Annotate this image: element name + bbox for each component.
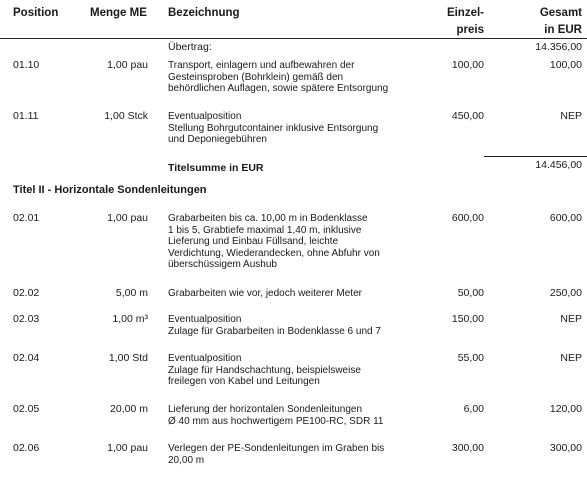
row-position: 01.10 [13, 59, 40, 71]
row-total: NEP [560, 110, 582, 122]
row-quantity: 1,00 pau [107, 212, 148, 224]
row-quantity: 1,00 Stck [104, 110, 148, 122]
row-quantity: 1,00 Std [108, 352, 148, 364]
row-total: NEP [560, 352, 582, 364]
row-quantity: 20,00 m [110, 403, 148, 415]
uebertrag-amount: 14.356,00 [535, 41, 582, 53]
row-position: 02.02 [13, 287, 40, 299]
row-unit-price: 600,00 [451, 212, 484, 224]
row-total: 600,00 [549, 212, 582, 224]
row-unit-price: 50,00 [457, 287, 484, 299]
uebertrag-label: Übertrag: [168, 41, 212, 53]
subtotal-rule [484, 156, 587, 157]
column-header-gesamt: Gesamt [539, 7, 582, 19]
column-header-position: Position [13, 7, 59, 19]
row-position: 02.03 [13, 313, 40, 325]
row-quantity: 5,00 m [115, 287, 148, 299]
header-rule [0, 38, 587, 39]
row-total: 120,00 [549, 403, 582, 415]
row-unit-price: 300,00 [451, 442, 484, 454]
row-position: 01.11 [13, 110, 39, 122]
row-total: 100,00 [549, 59, 582, 71]
row-unit-price: 150,00 [451, 313, 484, 325]
row-unit-price: 100,00 [451, 59, 484, 71]
row-description: Verlegen der PE-Sondenleitungen im Graben bis 20,00 m [168, 443, 385, 466]
column-header-bezeichnung: Bezeichnung [168, 7, 240, 19]
column-header-in-eur: in EUR [544, 24, 582, 36]
row-position: 02.01 [13, 212, 40, 224]
row-quantity: 1,00 pau [107, 442, 148, 454]
row-position: 02.06 [13, 442, 40, 454]
column-header-menge: Menge ME [90, 7, 147, 19]
row-position: 02.04 [13, 352, 40, 364]
row-unit-price: 55,00 [457, 352, 484, 364]
row-description: Transport, einlagern und aufbewahren der Gesteinsproben (Bohrklein) gemäß den behördlichen Auflagen, sowie spätere Entsorgung [168, 60, 389, 94]
row-description: Lieferung der horizontalen Sondenleitungen Ø 40 mm aus hochwertigem PE100-RC, SDR 11 [168, 404, 384, 427]
section-title: Titel II - Horizontale Sondenleitungen [13, 184, 207, 196]
row-description: Grabarbeiten wie vor, jedoch weiterer Meter [168, 288, 362, 299]
row-description: Grabarbeiten bis ca. 10,00 m in Bodenklasse 1 bis 5, Grabtiefe maximal 1,40 m, inklusive Lieferung und Einbau Füllsand, leichte Verdichtung, Wiederandecken, ohne Abfuhr von überschüssigem Aushub [168, 213, 380, 270]
row-total: NEP [560, 313, 582, 325]
row-position: 02.05 [13, 403, 40, 415]
row-quantity: 1,00 m³ [112, 313, 148, 325]
column-header-einzel: Einzel- [446, 7, 484, 19]
row-description: Eventualposition Stellung Bohrgutcontainer inklusive Entsorgung und Deponiegebühren [168, 111, 379, 145]
row-description: Eventualposition Zulage für Grabarbeiten in Bodenklasse 6 und 7 [168, 314, 381, 337]
column-header-preis: preis [456, 24, 484, 36]
titelsumme-amount: 14.456,00 [535, 159, 582, 171]
row-quantity: 1,00 pau [107, 59, 148, 71]
row-total: 250,00 [549, 287, 582, 299]
row-unit-price: 450,00 [451, 110, 484, 122]
row-total: 300,00 [549, 442, 582, 454]
titelsumme-label: Titelsumme in EUR [168, 162, 264, 174]
row-description: Eventualposition Zulage für Handschachtung, beispielsweise freilegen von Kabel und Leitungen [168, 353, 361, 387]
row-unit-price: 6,00 [463, 403, 484, 415]
